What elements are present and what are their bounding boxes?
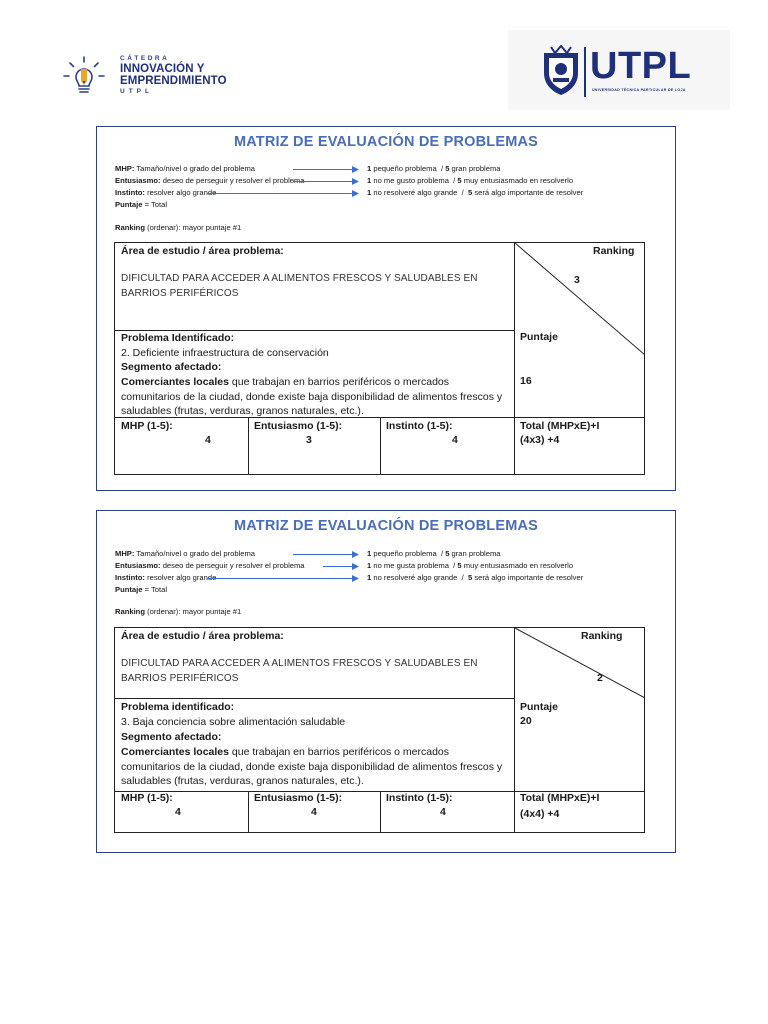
area-label: Área de estudio / área problema:	[121, 630, 284, 642]
instinto-label: Instinto (1-5):	[386, 420, 453, 432]
evaluation-table	[114, 627, 645, 833]
criterion-instinto: Instinto: resolver algo grande	[115, 573, 217, 582]
entusiasmo-value: 4	[311, 806, 317, 818]
ranking-value: 2	[597, 672, 603, 684]
utpl-logo-divider	[584, 47, 586, 97]
ranking-label: Ranking	[593, 245, 635, 257]
logo-utpl-small: UTPL	[120, 88, 153, 95]
evaluation-table	[114, 242, 645, 475]
matrix-panel-1	[96, 126, 676, 491]
logo-innovacion: INNOVACIÓN Y	[120, 63, 205, 75]
ranking-value: 3	[574, 274, 580, 286]
logo-emprendimiento: EMPRENDIMIENTO	[120, 75, 227, 87]
ranking-note: Ranking (ordenar): mayor puntaje #1	[115, 223, 242, 232]
area-label: Área de estudio / área problema:	[121, 245, 284, 257]
scale-mhp: 1 pequeño problema / 5 gran problema	[367, 164, 501, 173]
puntaje-definition: Puntaje = Total	[115, 585, 168, 594]
problema-label: Problema Identificado:	[121, 332, 235, 344]
ranking-diagonal	[515, 628, 645, 698]
logo-catedra: CÁTEDRA	[120, 55, 170, 62]
criterion-mhp: MHP: Tamaño/nivel o grado del problema	[115, 549, 256, 558]
catedra-logo-text	[120, 55, 227, 96]
arrow-right-icon	[293, 177, 359, 186]
criterion-entusiasmo: Entusiasmo: deseo de perseguir y resolver el problema	[115, 561, 305, 570]
puntaje-value: 20	[520, 715, 532, 727]
table-divider	[380, 417, 381, 474]
total-formula: (4x4) +4	[520, 808, 560, 820]
scale-instinto: 1 no resolveré algo grande / 5 será algo importante de resolver	[367, 188, 584, 197]
scale-mhp: 1 pequeño problema / 5 gran problema	[367, 549, 501, 558]
puntaje-value: 16	[520, 375, 532, 387]
mhp-value: 4	[175, 806, 181, 818]
total-formula: (4x3) +4	[520, 434, 560, 446]
arrow-right-icon	[293, 165, 359, 174]
instinto-value: 4	[452, 434, 458, 446]
matrix-title: MATRIZ DE EVALUACIÓN DE PROBLEMAS	[233, 518, 539, 534]
arrow-right-icon	[293, 550, 359, 559]
entusiasmo-label: Entusiasmo (1-5):	[254, 792, 343, 804]
segmento-text: Comerciantes locales que trabajan en barrios periféricos o mercados comunitarios de la ciudad, donde existe baja disponibilidad de alimentos frescos y saludables (frutas, verduras, granos naturales, etc.).	[121, 376, 503, 417]
criterion-mhp: MHP: Tamaño/nivel o grado del problema	[115, 164, 256, 173]
utpl-wordmark: UTPL	[590, 45, 692, 87]
entusiasmo-value: 3	[306, 434, 312, 446]
arrow-right-icon	[323, 562, 359, 571]
table-divider	[115, 698, 514, 699]
table-divider	[115, 330, 514, 331]
arrow-right-icon	[207, 189, 359, 198]
mhp-label: MHP (1-5):	[121, 420, 173, 432]
problema-text: 3. Baja conciencia sobre alimentación saludable	[121, 716, 346, 728]
matrix-title: MATRIZ DE EVALUACIÓN DE PROBLEMAS	[233, 134, 539, 150]
problema-text: 2. Deficiente infraestructura de conservación	[121, 347, 329, 359]
instinto-label: Instinto (1-5):	[386, 792, 453, 804]
utpl-subtitle: UNIVERSIDAD TÉCNICA PARTICULAR DE LOJA	[592, 88, 686, 92]
puntaje-label: Puntaje	[520, 701, 558, 713]
entusiasmo-label: Entusiasmo (1-5):	[254, 420, 343, 432]
utpl-shield-icon	[540, 45, 582, 97]
segmento-label: Segmento afectado:	[121, 361, 222, 373]
puntaje-label: Puntaje	[520, 331, 558, 343]
matrix-panel-2	[96, 510, 676, 853]
table-divider	[380, 791, 381, 832]
ranking-label: Ranking	[581, 630, 623, 642]
problema-label: Problema identificado:	[121, 701, 235, 713]
lightbulb-pencil-icon	[62, 55, 106, 99]
scale-entusiasmo: 1 no me gusto problema / 5 muy entusiasmado en resolverlo	[367, 176, 574, 185]
arrow-right-icon	[207, 574, 359, 583]
scale-entusiasmo: 1 no me gusta problema / 5 muy entusiasmado en resolverlo	[367, 561, 574, 570]
area-text: DIFICULTAD PARA ACCEDER A ALIMENTOS FRESCOS Y SALUDABLES EN BARRIOS PERIFÉRICOS	[121, 658, 478, 684]
segmento-text: Comerciantes locales que trabajan en barrios periféricos o mercados comunitarios de la ciudad, donde existe baja disponibilidad de alimentos frescos y saludables (frutas, verduras, granos naturales, etc.).	[121, 746, 503, 787]
table-divider	[514, 417, 515, 474]
criterion-entusiasmo: Entusiasmo: deseo de perseguir y resolver el problema	[115, 176, 305, 185]
table-divider	[514, 791, 515, 832]
table-divider	[248, 417, 249, 474]
ranking-note: Ranking (ordenar): mayor puntaje #1	[115, 607, 242, 616]
mhp-value: 4	[205, 434, 211, 446]
mhp-label: MHP (1-5):	[121, 792, 173, 804]
segmento-label: Segmento afectado:	[121, 731, 222, 743]
total-label: Total (MHPxE)+I	[520, 420, 600, 432]
instinto-value: 4	[440, 806, 446, 818]
criterion-instinto: Instinto: resolver algo grande	[115, 188, 217, 197]
scale-instinto: 1 no resolveré algo grande / 5 será algo importante de resolver	[367, 573, 584, 582]
total-label: Total (MHPxE)+I	[520, 792, 600, 804]
area-text: DIFICULTAD PARA ACCEDER A ALIMENTOS FRESCOS Y SALUDABLES EN BARRIOS PERIFÉRICOS	[121, 273, 478, 299]
puntaje-definition: Puntaje = Total	[115, 200, 168, 209]
table-divider	[248, 791, 249, 832]
